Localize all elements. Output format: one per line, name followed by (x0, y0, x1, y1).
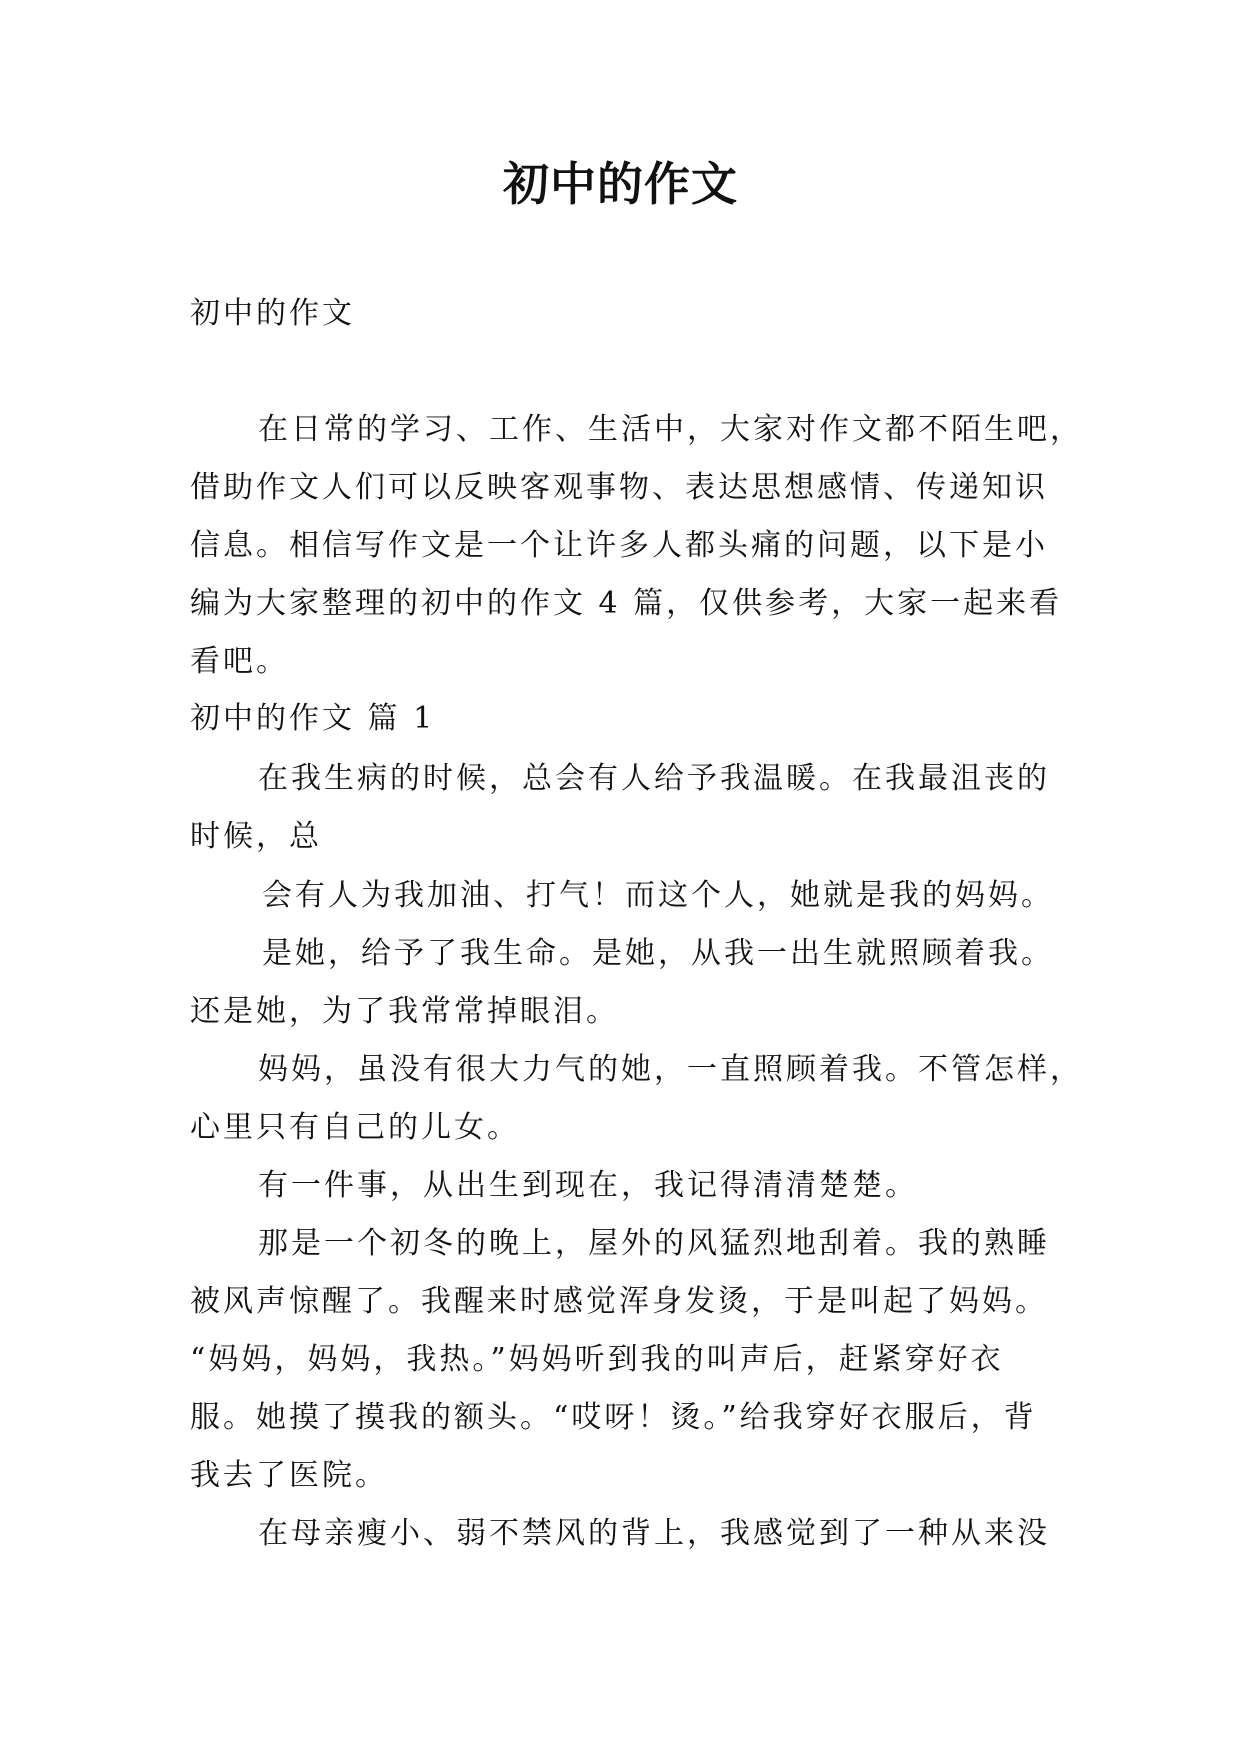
intro-line: 在日常的学习、工作、生活中，大家对作文都不陌生吧， (258, 412, 1083, 447)
body-line: 时候，总 (190, 819, 322, 854)
body-line: 有一件事，从出生到现在，我记得清清楚楚。 (258, 1168, 918, 1203)
intro-line: 信息。相信写作文是一个让许多人都头痛的问题，以下是小 (190, 528, 1048, 563)
body-line: 服。她摸了摸我的额头。“哎呀！烫。”给我穿好衣服后，背 (190, 1400, 1037, 1435)
body-line: 在我生病的时候，总会有人给予我温暖。在我最沮丧的 (258, 761, 1050, 796)
document-subtitle: 初中的作文 (190, 296, 355, 331)
document-title: 初中的作文 (503, 157, 738, 211)
section-heading: 初中的作文 篇 1 (190, 701, 436, 736)
intro-line: 编为大家整理的初中的作文 4 篇，仅供参考，大家一起来看 (190, 586, 1063, 621)
body-line: 还是她，为了我常常掉眼泪。 (190, 994, 619, 1029)
body-line: 是她，给予了我生命。是她，从我一出生就照顾着我。 (262, 936, 1054, 971)
body-line: 在母亲瘦小、弱不禁风的背上，我感觉到了一种从来没 (258, 1516, 1050, 1551)
body-line: 妈妈，虽没有很大力气的她，一直照顾着我。不管怎样， (258, 1052, 1083, 1087)
body-line: 被风声惊醒了。我醒来时感觉浑身发烫，于是叫起了妈妈。 (190, 1284, 1048, 1319)
body-line: 我去了医院。 (190, 1458, 388, 1493)
intro-line: 借助作文人们可以反映客观事物、表达思想感情、传递知识 (190, 470, 1048, 505)
body-line: 会有人为我加油、打气！而这个人，她就是我的妈妈。 (262, 878, 1054, 913)
body-line: 那是一个初冬的晚上，屋外的风猛烈地刮着。我的熟睡 (258, 1226, 1050, 1261)
body-line: 心里只有自己的儿女。 (190, 1110, 520, 1145)
body-line: “妈妈，妈妈，我热。”妈妈听到我的叫声后，赶紧穿好衣 (190, 1342, 1004, 1377)
intro-line: 看吧。 (190, 644, 289, 679)
